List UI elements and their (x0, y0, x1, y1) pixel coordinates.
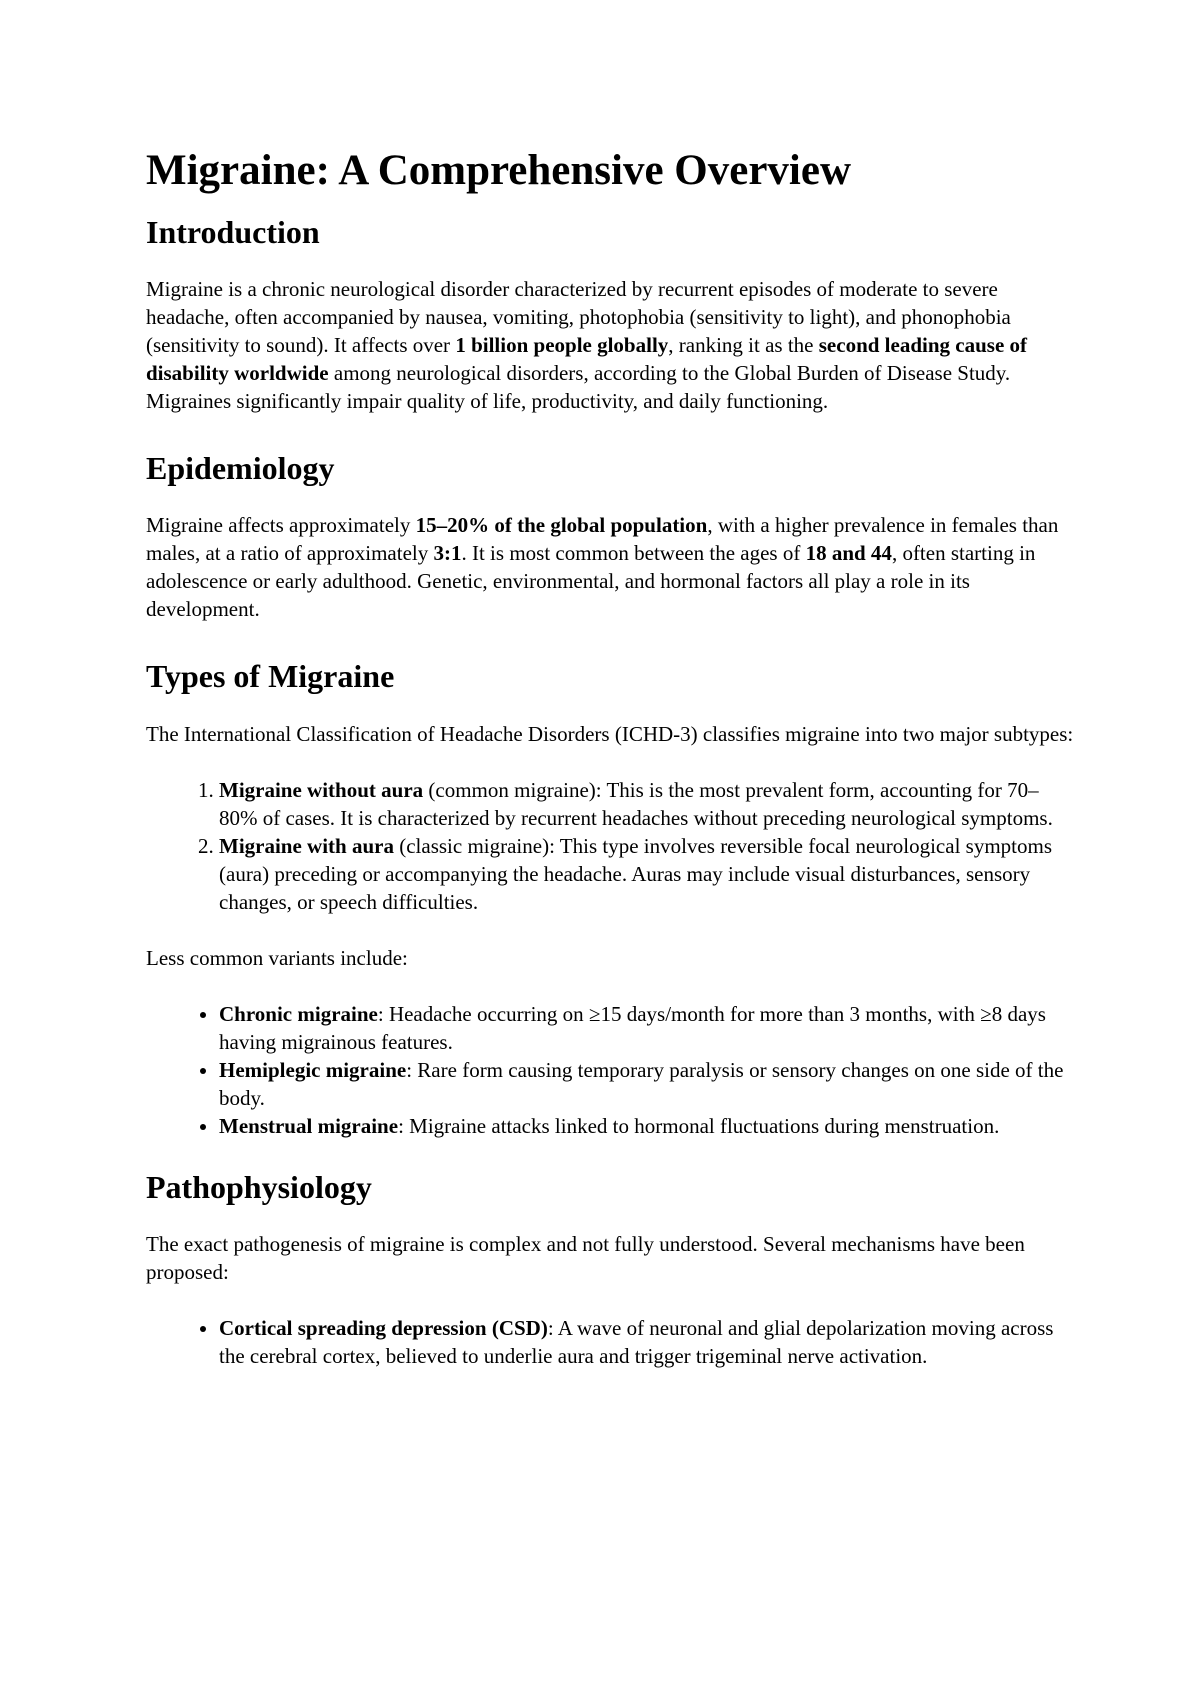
list-item (219, 1000, 1076, 1056)
epidemiology-bold-1: 15–20% of the global population (415, 513, 708, 538)
epidemiology-bold-3: 18 and 44 (805, 541, 892, 566)
list-item (219, 832, 1076, 916)
variants-intro-paragraph: Less common variants include: (146, 945, 408, 970)
list-item-term: Chronic migraine (219, 1001, 378, 1026)
list-item-term: Migraine with aura (219, 833, 394, 858)
list-item-term: Migraine without aura (219, 777, 424, 802)
heading-pathophysiology: Pathophysiology (146, 1168, 372, 1205)
list-item-text: (common migraine): This is the most prevalent form, accounting for 70–80% of cases. It is characterized by recurrent headaches without preceding neurological symptoms. (219, 777, 1053, 830)
list-item-text: : A wave of neuronal and glial depolarization moving across the cerebral cortex, believed to underlie aura and trigger trigeminal nerve activation. (219, 1316, 1054, 1369)
heading-introduction: Introduction (146, 213, 320, 250)
list-item-text: : Rare form causing temporary paralysis or sensory changes on one side of the body. (219, 1057, 1064, 1110)
list-item (219, 1056, 1076, 1112)
document-title: Migraine: A Comprehensive Overview (146, 147, 852, 194)
list-item (219, 1314, 1076, 1370)
pathophysiology-mechanisms-list (146, 1314, 1076, 1370)
pathophysiology-intro-paragraph: The exact pathogenesis of migraine is complex and not fully understood. Several mechanisms have been proposed: (146, 1232, 1025, 1285)
introduction-bold-1: 1 billion people globally (455, 332, 669, 357)
epidemiology-text-4: , often starting in adolescence or early adulthood. Genetic, environmental, and hormonal factors all play a role in its development. (146, 541, 1036, 622)
epidemiology-bold-2: 3:1 (433, 541, 462, 566)
migraine-variants-list (146, 1000, 1076, 1140)
types-intro-paragraph: The International Classification of Headache Disorders (ICHD-3) classifies migraine into two major subtypes: (146, 721, 1074, 746)
list-item (219, 1112, 1076, 1140)
epidemiology-paragraph (146, 511, 1076, 623)
heading-epidemiology: Epidemiology (146, 449, 335, 486)
heading-types-of-migraine: Types of Migraine (146, 658, 395, 695)
list-item-term: Cortical spreading depression (CSD) (219, 1316, 548, 1341)
list-item (219, 776, 1076, 832)
list-item-text: (classic migraine): This type involves reversible focal neurological symptoms (aura) preceding or accompanying the headache. Auras may include visual disturbances, sensory changes, or speech difficulties. (219, 833, 1053, 914)
introduction-text-1: Migraine is a chronic neurological disorder characterized by recurrent episodes of moderate to severe headache, often accompanied by nausea, vomiting, photophobia (sensitivity to light), and phonophobia (sensitivity to sound). It affects over (146, 276, 1011, 357)
introduction-text-2: , ranking it as the (668, 332, 819, 357)
list-item-text: : Migraine attacks linked to hormonal fluctuations during menstruation. (398, 1113, 1000, 1138)
introduction-text-3: among neurological disorders, according to the Global Burden of Disease Study. Migraines significantly impair quality of life, productivity, and daily functioning. (146, 360, 1011, 413)
list-item-text: : Headache occurring on ≥15 days/month for more than 3 months, with ≥8 days having migrainous features. (219, 1001, 1046, 1054)
introduction-paragraph (146, 275, 1076, 415)
list-item-term: Hemiplegic migraine (219, 1057, 407, 1082)
epidemiology-text-2: , with a higher prevalence in females than males, at a ratio of approximately (146, 513, 1059, 566)
migraine-subtypes-list (146, 776, 1076, 916)
epidemiology-text-1: Migraine affects approximately (146, 513, 416, 538)
document-page (146, 145, 1076, 1398)
epidemiology-text-3: . It is most common between the ages of (461, 541, 806, 566)
introduction-bold-2: second leading cause of disability worldwide (146, 332, 1028, 385)
list-item-term: Menstrual migraine (219, 1113, 399, 1138)
